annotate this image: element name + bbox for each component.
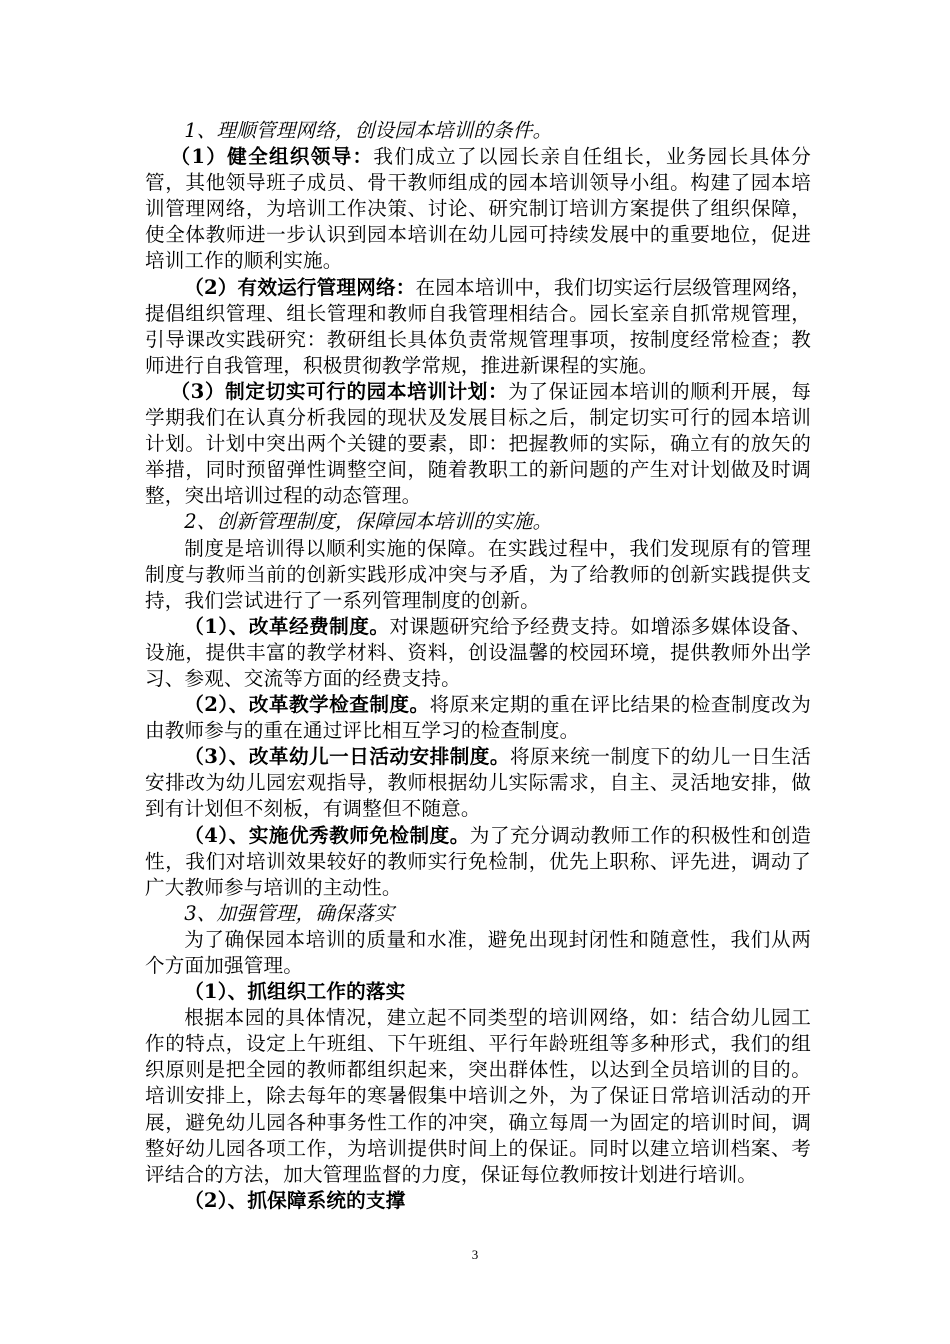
paragraph-text: 对课题研究给予经费支持。如增添多媒体设备、设施，提供丰富的教学材料、资料，创设温馨的校园环境，提供教师外出学习、参观、交流等方面的经费支持。 xyxy=(145,614,812,690)
paragraph-p5 xyxy=(145,614,811,692)
paragraph-p3 xyxy=(145,379,811,509)
paragraph-p7 xyxy=(145,744,811,822)
paragraph-p8 xyxy=(145,823,811,901)
paragraph-lead: （1）健全组织领导： xyxy=(170,145,374,169)
paragraph-text: 根据本园的具体情况，建立起不同类型的培训网络，如：结合幼儿园工作的特点，设定上午班组、下午班组、平行年龄班组等多种形式，我们的组织原则是把全园的教师都组织起来，突出群体性，以达到全员培训的目的。培训安排上，除去每年的寒暑假集中培训之外，为了保证日常培训活动的开展，避免幼儿园各种事务性工作的冲突，确立每周一为固定的培训时间，调整好幼儿园各项工作，为培训提供时间上的保证。同时以建立培训档案、考评结合的方法，加大管理监督的力度，保证每位教师按计划进行培训。 xyxy=(145,1006,811,1186)
paragraph-s2 xyxy=(145,1188,811,1214)
paragraph-h1 xyxy=(145,118,811,144)
paragraph-text: 制度是培训得以顺利实施的保障。在实践过程中，我们发现原有的管理制度与教师当前的创新实践形成冲突与矛盾，为了给教师的创新实践提供支持，我们尝试进行了一系列管理制度的创新。 xyxy=(145,536,811,612)
paragraph-text: 3、加强管理，确保落实 xyxy=(184,901,395,925)
paragraph-text: 为了充分调动教师工作的积极性和创造性，我们对培训效果较好的教师实行免检制，优先上职称、评先进，调动了广大教师参与培训的主动性。 xyxy=(145,823,811,899)
paragraph-text: 在园本培训中，我们切实运行层级管理网络，提倡组织管理、组长管理和教师自我管理相结合。园长室亲自抓常规管理，引导课改实践研究：教研组长具体负责常规管理事项，按制度经常检查；教师进行自我管理，积极贯彻教学常规，推进新课程的实施。 xyxy=(145,275,811,377)
paragraph-text: 1、理顺管理网络，创设园本培训的条件。 xyxy=(184,119,553,142)
paragraph-lead: （2）有效运行管理网络： xyxy=(184,275,416,299)
paragraph-text: （1）、抓组织工作的落实 xyxy=(184,980,406,1004)
page-number: 3 xyxy=(471,1247,479,1262)
paragraph-lead: （3）、改革幼儿一日活动安排制度。 xyxy=(184,745,510,769)
paragraph-lead: （1）、改革经费制度。 xyxy=(184,614,390,638)
paragraph-lead: （2）、改革教学检查制度。 xyxy=(184,693,430,717)
paragraph-text: 为了保证园本培训的顺利开展，每学期我们在认真分析我园的现状及发展目标之后，制定切实可行的园本培训计划。计划中突出两个关键的要素，即：把握教师的实际，确立有的放矢的举措，同时预留弹性调整空间，随着教职工的新问题的产生对计划做及时调整，突出培训过程的动态管理。 xyxy=(145,379,812,508)
paragraph-text: 我们成立了以园长亲自任组长，业务园长具体分管，其他领导班子成员、骨干教师组成的园本培训领导小组。构建了园本培训管理网络，为培训工作决策、讨论、研究制订培训方案提供了组织保障，使全体教师进一步认识到园本培训在幼儿园可持续发展中的重要地位，促进培训工作的顺利实施。 xyxy=(145,145,811,273)
paragraph-p2 xyxy=(145,275,811,379)
paragraph-lead: （3）制定切实可行的园本培训计划： xyxy=(170,379,509,403)
paragraph-text: 将原来统一制度下的幼儿一日生活安排改为幼儿园宏观指导，教师根据幼儿实际需求，自主、灵活地安排，做到有计划但不刻板，有调整但不随意。 xyxy=(145,745,812,821)
paragraph-h3 xyxy=(145,901,811,927)
paragraph-text: 为了确保园本培训的质量和水准，避免出现封闭性和随意性，我们从两个方面加强管理。 xyxy=(145,927,811,977)
paragraph-text: 2、创新管理制度，保障园本培训的实施。 xyxy=(184,510,553,534)
paragraph-s1 xyxy=(145,979,811,1005)
paragraph-p9 xyxy=(145,927,811,979)
paragraph-text: 将原来定期的重在评比结果的检查制度改为由教师参与的重在通过评比相互学习的检查制度。 xyxy=(145,693,811,743)
body-text xyxy=(145,118,811,1214)
paragraph-h2 xyxy=(145,509,811,535)
paragraph-lead: （4）、实施优秀教师免检制度。 xyxy=(184,823,470,847)
paragraph-p1 xyxy=(145,144,811,274)
paragraph-p6 xyxy=(145,692,811,744)
paragraph-p10 xyxy=(145,1005,811,1188)
paragraph-p4 xyxy=(145,536,811,614)
paragraph-text: （2）、抓保障系统的支撑 xyxy=(184,1188,406,1212)
